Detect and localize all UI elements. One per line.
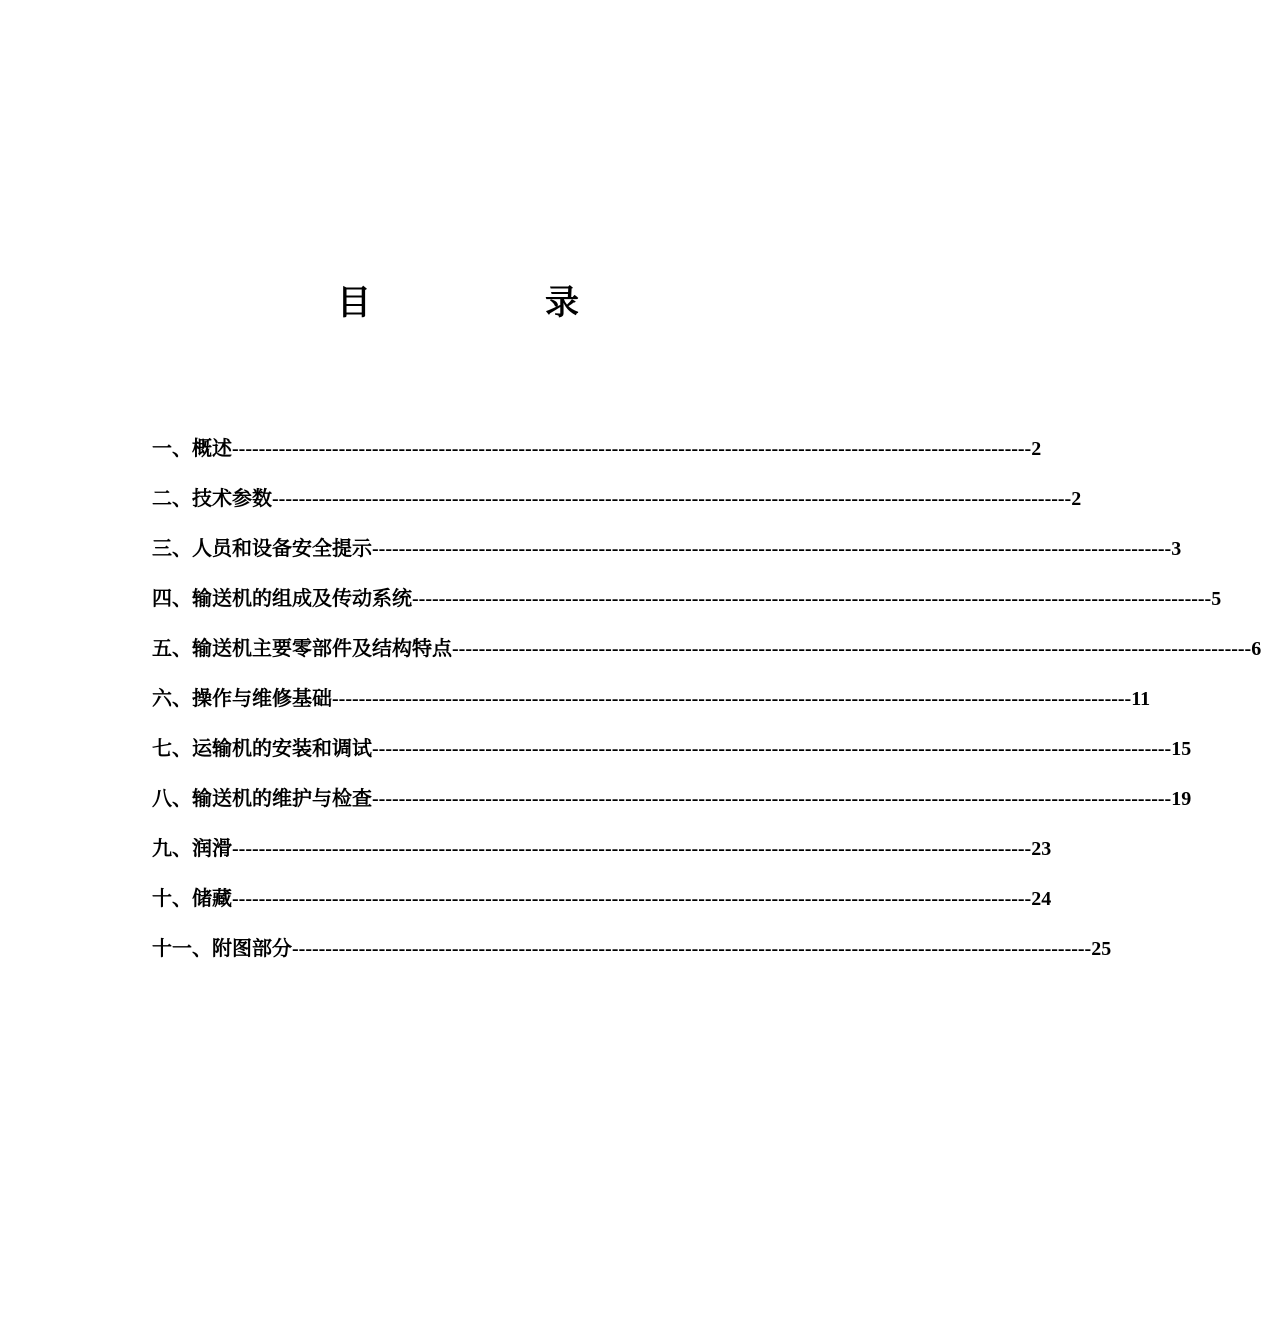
toc-entry-page: 6	[1251, 638, 1261, 660]
toc-entry-page: 11	[1131, 688, 1151, 710]
toc-dot-leader: ------------------------------------------------------------------------------------------------------------------------	[332, 688, 1132, 710]
page-title	[0, 280, 950, 330]
toc-entry[interactable]	[152, 680, 1151, 730]
table-of-contents	[152, 430, 1261, 980]
toc-entry-label: 二、技术参数	[152, 486, 272, 510]
toc-entry-page: 19	[1171, 788, 1192, 810]
toc-entry[interactable]	[152, 930, 1112, 980]
toc-entry-page: 2	[1031, 438, 1042, 460]
toc-entry-label: 九、润滑	[152, 836, 232, 860]
toc-dot-leader: ------------------------------------------------------------------------------------------------------------------------	[232, 838, 1032, 860]
toc-entry-label: 十、储藏	[152, 886, 232, 910]
toc-entry-label: 四、输送机的组成及传动系统	[152, 586, 412, 610]
toc-entry[interactable]	[152, 630, 1261, 680]
toc-entry-label: 三、人员和设备安全提示	[152, 536, 372, 560]
toc-entry-label: 八、输送机的维护与检查	[152, 786, 372, 810]
toc-dot-leader: ------------------------------------------------------------------------------------------------------------------------	[372, 788, 1172, 810]
toc-entry[interactable]	[152, 480, 1082, 530]
toc-entry-label: 五、输送机主要零部件及结构特点	[152, 636, 452, 660]
title-char-2: 录	[545, 283, 579, 323]
toc-entry-label: 六、操作与维修基础	[152, 686, 332, 710]
toc-entry-page: 3	[1171, 538, 1182, 560]
toc-entry[interactable]	[152, 830, 1052, 880]
toc-entry-label: 一、概述	[152, 436, 232, 460]
toc-entry[interactable]	[152, 530, 1182, 580]
toc-entry-page: 25	[1091, 938, 1112, 960]
toc-entry-page: 5	[1211, 588, 1222, 610]
toc-entry-label: 七、运输机的安装和调试	[152, 736, 372, 760]
toc-entry[interactable]	[152, 430, 1042, 480]
toc-dot-leader: ------------------------------------------------------------------------------------------------------------------------	[232, 438, 1032, 460]
toc-dot-leader: ------------------------------------------------------------------------------------------------------------------------	[412, 588, 1212, 610]
toc-dot-leader: ------------------------------------------------------------------------------------------------------------------------	[372, 538, 1172, 560]
toc-dot-leader: ------------------------------------------------------------------------------------------------------------------------	[372, 738, 1172, 760]
toc-entry[interactable]	[152, 880, 1052, 930]
toc-dot-leader: ------------------------------------------------------------------------------------------------------------------------	[232, 888, 1032, 910]
toc-entry-page: 23	[1031, 838, 1052, 860]
title-char-1: 目	[337, 283, 371, 323]
toc-entry[interactable]	[152, 780, 1192, 830]
toc-dot-leader: ------------------------------------------------------------------------------------------------------------------------	[272, 488, 1072, 510]
toc-entry-label: 十一、附图部分	[152, 936, 292, 960]
toc-entry[interactable]	[152, 730, 1192, 780]
toc-entry-page: 15	[1171, 738, 1192, 760]
toc-entry-page: 2	[1071, 488, 1082, 510]
toc-entry[interactable]	[152, 580, 1222, 630]
toc-dot-leader: ------------------------------------------------------------------------------------------------------------------------	[452, 638, 1252, 660]
toc-entry-page: 24	[1031, 888, 1052, 910]
toc-dot-leader: ------------------------------------------------------------------------------------------------------------------------	[292, 938, 1092, 960]
